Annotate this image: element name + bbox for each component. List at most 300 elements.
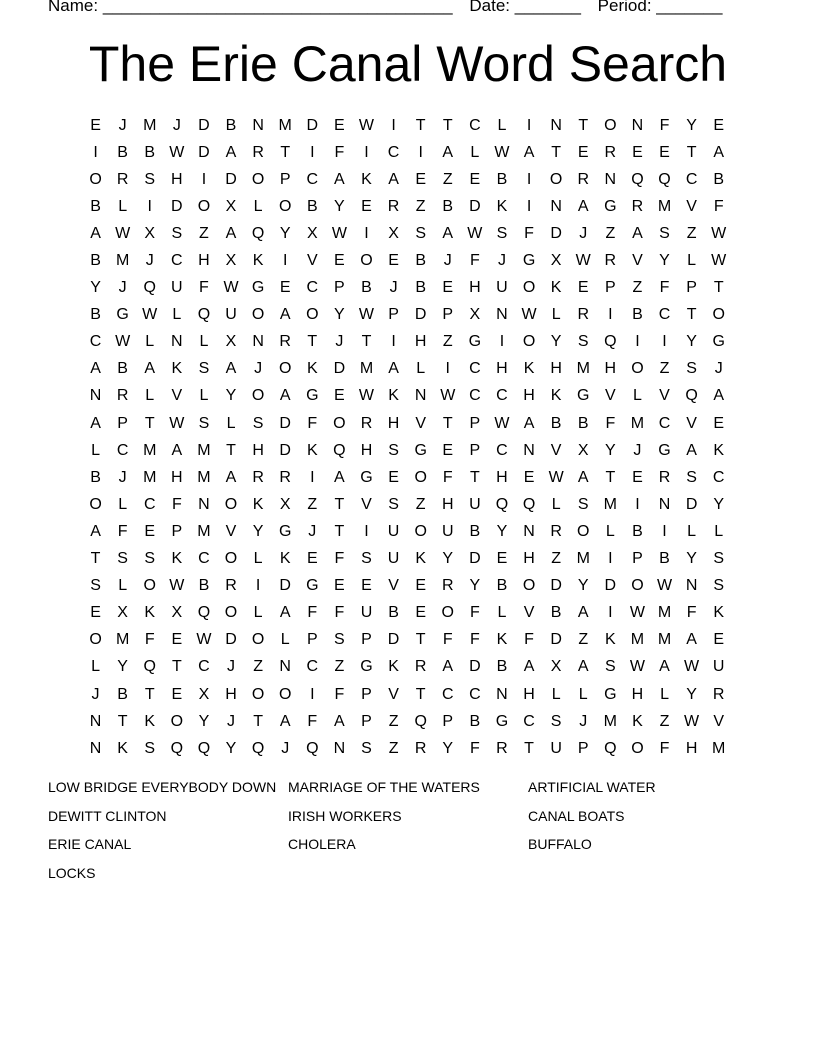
grid-letter[interactable]: Q <box>604 739 617 757</box>
grid-letter[interactable]: O <box>251 631 265 649</box>
grid-letter[interactable]: K <box>550 387 562 405</box>
grid-letter[interactable]: M <box>657 631 672 649</box>
grid-letter[interactable]: B <box>550 604 562 622</box>
grid-letter[interactable]: T <box>415 116 426 134</box>
grid-letter[interactable]: Q <box>306 739 319 757</box>
grid-letter[interactable]: N <box>550 197 562 215</box>
grid-letter[interactable]: J <box>254 360 263 378</box>
grid-letter[interactable]: T <box>117 712 128 730</box>
grid-letter[interactable]: J <box>714 360 723 378</box>
grid-letter[interactable]: S <box>361 550 372 568</box>
grid-letter[interactable]: P <box>632 550 643 568</box>
grid-letter[interactable]: X <box>550 658 562 676</box>
grid-letter[interactable]: F <box>171 495 182 513</box>
grid-letter[interactable]: O <box>224 604 238 622</box>
grid-letter[interactable]: D <box>387 631 400 649</box>
grid-letter[interactable]: V <box>171 387 183 405</box>
grid-letter[interactable]: G <box>360 658 373 676</box>
grid-letter[interactable]: W <box>656 577 673 595</box>
grid-letter[interactable]: D <box>469 658 481 676</box>
grid-letter[interactable]: L <box>551 306 561 324</box>
grid-letter[interactable]: X <box>171 604 183 622</box>
grid-letter[interactable]: O <box>604 116 617 134</box>
grid-letter[interactable]: T <box>253 712 263 730</box>
grid-letter[interactable]: D <box>469 550 481 568</box>
grid-letter[interactable]: V <box>686 414 697 432</box>
grid-letter[interactable]: Q <box>143 279 156 297</box>
grid-letter[interactable]: Z <box>199 224 209 242</box>
grid-letter[interactable]: F <box>117 522 128 540</box>
grid-letter[interactable]: G <box>604 197 617 215</box>
grid-letter[interactable]: T <box>442 414 453 432</box>
grid-letter[interactable]: W <box>711 252 727 270</box>
grid-letter[interactable]: R <box>116 170 129 188</box>
grid-letter[interactable]: O <box>522 279 536 297</box>
grid-letter[interactable]: R <box>577 170 590 188</box>
grid-letter[interactable]: K <box>252 252 264 270</box>
grid-letter[interactable]: A <box>90 522 101 540</box>
grid-letter[interactable]: H <box>523 550 535 568</box>
grid-letter[interactable]: H <box>496 468 508 486</box>
grid-letter[interactable]: E <box>415 604 426 622</box>
grid-letter[interactable]: I <box>391 116 396 134</box>
grid-letter[interactable]: I <box>499 333 505 351</box>
grid-letter[interactable]: T <box>415 631 426 649</box>
grid-letter[interactable]: C <box>116 441 129 459</box>
grid-letter[interactable]: Y <box>442 739 454 757</box>
grid-letter[interactable]: L <box>280 631 290 649</box>
grid-letter[interactable]: L <box>660 685 669 703</box>
grid-letter[interactable]: L <box>497 116 507 134</box>
grid-letter[interactable]: W <box>521 306 537 324</box>
grid-letter[interactable]: R <box>252 468 264 486</box>
grid-letter[interactable]: X <box>144 224 156 242</box>
grid-letter[interactable]: T <box>307 333 318 351</box>
grid-letter[interactable]: C <box>658 306 671 324</box>
grid-letter[interactable]: C <box>387 143 400 161</box>
grid-letter[interactable]: C <box>523 712 535 730</box>
grid-letter[interactable]: B <box>90 252 101 270</box>
grid-letter[interactable]: W <box>494 143 510 161</box>
grid-letter[interactable]: M <box>657 604 672 622</box>
grid-letter[interactable]: Y <box>604 441 616 459</box>
grid-letter[interactable]: H <box>550 360 562 378</box>
grid-letter[interactable]: A <box>523 658 535 676</box>
grid-letter[interactable]: K <box>388 387 399 405</box>
grid-letter[interactable]: E <box>279 279 291 297</box>
grid-letter[interactable]: S <box>144 170 156 188</box>
grid-letter[interactable]: D <box>225 631 237 649</box>
grid-letter[interactable]: M <box>657 197 672 215</box>
grid-letter[interactable]: P <box>577 739 589 757</box>
grid-letter[interactable]: K <box>306 441 318 459</box>
grid-letter[interactable]: W <box>358 387 375 405</box>
grid-letter[interactable]: N <box>631 116 644 134</box>
grid-letter[interactable]: D <box>333 360 346 378</box>
grid-letter[interactable]: H <box>171 468 183 486</box>
grid-letter[interactable]: Y <box>577 577 589 595</box>
grid-letter[interactable]: O <box>414 468 427 486</box>
grid-letter[interactable]: U <box>496 279 508 297</box>
grid-letter[interactable]: Z <box>659 712 670 730</box>
grid-letter[interactable]: H <box>414 333 427 351</box>
grid-letter[interactable]: F <box>334 550 345 568</box>
grid-letter[interactable]: O <box>522 577 536 595</box>
grid-letter[interactable]: W <box>223 279 239 297</box>
grid-letter[interactable]: O <box>278 360 292 378</box>
grid-letter[interactable]: W <box>358 116 375 134</box>
period-field[interactable] <box>598 0 723 16</box>
grid-letter[interactable]: K <box>604 631 616 649</box>
grid-letter[interactable]: N <box>658 495 671 513</box>
grid-letter[interactable]: Q <box>604 333 617 351</box>
grid-letter[interactable]: H <box>225 685 237 703</box>
grid-letter[interactable]: I <box>310 468 315 486</box>
grid-letter[interactable]: M <box>143 441 157 459</box>
grid-letter[interactable]: C <box>496 441 508 459</box>
grid-letter[interactable]: I <box>310 143 315 161</box>
grid-letter[interactable]: H <box>441 495 454 513</box>
grid-letter[interactable]: B <box>442 197 454 215</box>
grid-letter[interactable]: K <box>144 604 156 622</box>
grid-letter[interactable]: Z <box>388 739 399 757</box>
grid-letter[interactable]: W <box>684 712 700 730</box>
grid-letter[interactable]: H <box>469 279 481 297</box>
grid-letter[interactable]: E <box>713 631 725 649</box>
grid-letter[interactable]: K <box>361 170 372 188</box>
grid-letter[interactable]: Y <box>279 224 291 242</box>
grid-letter[interactable]: R <box>658 468 671 486</box>
grid-letter[interactable]: W <box>358 306 375 324</box>
grid-letter[interactable]: V <box>550 441 562 459</box>
grid-letter[interactable]: O <box>414 522 427 540</box>
grid-letter[interactable]: G <box>360 468 373 486</box>
grid-letter[interactable]: L <box>578 685 588 703</box>
grid-letter[interactable]: L <box>253 604 263 622</box>
grid-letter[interactable]: E <box>496 550 508 568</box>
date-field[interactable] <box>469 0 581 16</box>
grid-letter[interactable]: Z <box>578 631 589 649</box>
grid-letter[interactable]: E <box>361 577 372 595</box>
grid-letter[interactable]: J <box>335 333 344 351</box>
grid-letter[interactable]: T <box>334 495 345 513</box>
grid-letter[interactable]: O <box>89 170 102 188</box>
grid-letter[interactable]: Y <box>198 712 210 730</box>
grid-letter[interactable]: N <box>89 712 102 730</box>
grid-letter[interactable]: C <box>143 495 156 513</box>
grid-letter[interactable]: D <box>550 631 562 649</box>
grid-letter[interactable]: B <box>90 468 101 486</box>
grid-letter[interactable]: N <box>252 333 264 351</box>
grid-letter[interactable]: V <box>659 387 670 405</box>
grid-letter[interactable]: A <box>632 224 643 242</box>
grid-letter[interactable]: H <box>171 170 183 188</box>
grid-letter[interactable]: K <box>279 550 291 568</box>
grid-letter[interactable]: T <box>280 143 291 161</box>
grid-letter[interactable]: O <box>577 522 590 540</box>
grid-letter[interactable]: I <box>635 495 640 513</box>
grid-letter[interactable]: W <box>196 631 212 649</box>
grid-letter[interactable]: T <box>226 441 236 459</box>
grid-letter[interactable]: W <box>629 658 645 676</box>
grid-letter[interactable]: J <box>227 658 236 676</box>
grid-letter[interactable]: Y <box>550 333 562 351</box>
grid-letter[interactable]: M <box>603 495 617 513</box>
grid-letter[interactable]: A <box>713 387 725 405</box>
grid-letter[interactable]: L <box>551 495 561 513</box>
grid-letter[interactable]: B <box>90 197 101 215</box>
grid-letter[interactable]: W <box>494 414 510 432</box>
grid-letter[interactable]: P <box>117 414 128 432</box>
grid-letter[interactable]: L <box>497 604 507 622</box>
grid-letter[interactable]: Q <box>333 441 346 459</box>
grid-letter[interactable]: P <box>686 279 697 297</box>
grid-letter[interactable]: F <box>469 252 480 270</box>
grid-letter[interactable]: F <box>334 685 345 703</box>
grid-letter[interactable]: S <box>361 739 372 757</box>
grid-letter[interactable]: R <box>387 197 400 215</box>
grid-letter[interactable]: Y <box>496 522 508 540</box>
grid-letter[interactable]: O <box>522 333 536 351</box>
grid-letter[interactable]: F <box>659 116 670 134</box>
grid-letter[interactable]: S <box>334 631 345 649</box>
grid-letter[interactable]: Q <box>658 170 671 188</box>
grid-letter[interactable]: Y <box>659 252 670 270</box>
grid-letter[interactable]: U <box>469 495 481 513</box>
grid-letter[interactable]: O <box>224 550 238 568</box>
grid-letter[interactable]: D <box>225 170 237 188</box>
grid-letter[interactable]: E <box>388 468 399 486</box>
grid-letter[interactable]: R <box>604 252 617 270</box>
grid-letter[interactable]: R <box>414 739 427 757</box>
grid-letter[interactable]: Y <box>713 495 725 513</box>
grid-letter[interactable]: K <box>144 712 156 730</box>
grid-letter[interactable]: L <box>199 333 209 351</box>
grid-letter[interactable]: C <box>469 685 481 703</box>
grid-letter[interactable]: H <box>198 252 210 270</box>
grid-letter[interactable]: J <box>172 116 181 134</box>
grid-letter[interactable]: A <box>90 224 101 242</box>
grid-letter[interactable]: A <box>686 441 697 459</box>
grid-letter[interactable]: O <box>333 414 346 432</box>
grid-letter[interactable]: Q <box>522 495 536 513</box>
grid-letter[interactable]: M <box>115 252 130 270</box>
grid-letter[interactable]: B <box>90 306 101 324</box>
grid-letter[interactable]: S <box>496 224 508 242</box>
grid-letter[interactable]: I <box>445 360 450 378</box>
grid-letter[interactable]: C <box>712 468 725 486</box>
grid-letter[interactable]: E <box>632 143 643 161</box>
grid-letter[interactable]: T <box>713 279 724 297</box>
grid-letter[interactable]: G <box>712 333 725 351</box>
grid-letter[interactable]: E <box>90 604 101 622</box>
grid-letter[interactable]: W <box>142 306 158 324</box>
grid-letter[interactable]: S <box>144 550 156 568</box>
grid-letter[interactable]: F <box>199 279 209 297</box>
grid-letter[interactable]: G <box>278 522 292 540</box>
grid-letter[interactable]: D <box>550 577 562 595</box>
grid-letter[interactable]: D <box>604 577 617 595</box>
grid-letter[interactable]: Z <box>442 333 453 351</box>
grid-letter[interactable]: X <box>225 333 237 351</box>
grid-letter[interactable]: P <box>361 631 372 649</box>
grid-letter[interactable]: B <box>659 550 670 568</box>
grid-letter[interactable]: C <box>198 550 210 568</box>
grid-letter[interactable]: B <box>144 143 156 161</box>
grid-letter[interactable]: A <box>334 170 345 188</box>
grid-letter[interactable]: A <box>279 387 291 405</box>
grid-letter[interactable]: G <box>522 252 536 270</box>
grid-letter[interactable]: S <box>198 360 210 378</box>
grid-letter[interactable]: A <box>225 468 237 486</box>
grid-letter[interactable]: V <box>388 685 399 703</box>
grid-letter[interactable]: J <box>118 279 127 297</box>
grid-letter[interactable]: Q <box>170 739 184 757</box>
grid-letter[interactable]: F <box>659 279 670 297</box>
grid-letter[interactable]: O <box>251 306 265 324</box>
grid-letter[interactable]: T <box>524 739 534 757</box>
grid-letter[interactable]: P <box>442 306 454 324</box>
grid-letter[interactable]: C <box>171 252 183 270</box>
grid-letter[interactable]: T <box>415 685 426 703</box>
grid-letter[interactable]: Y <box>686 550 697 568</box>
grid-letter[interactable]: B <box>117 360 128 378</box>
grid-letter[interactable]: W <box>440 387 456 405</box>
grid-letter[interactable]: B <box>361 279 372 297</box>
grid-letter[interactable]: O <box>712 306 725 324</box>
grid-letter[interactable]: E <box>577 279 589 297</box>
grid-letter[interactable]: G <box>251 279 265 297</box>
grid-letter[interactable]: N <box>523 522 535 540</box>
grid-letter[interactable]: P <box>361 712 372 730</box>
grid-letter[interactable]: O <box>251 170 265 188</box>
grid-letter[interactable]: T <box>469 468 480 486</box>
grid-letter[interactable]: U <box>360 604 373 622</box>
grid-letter[interactable]: K <box>117 739 128 757</box>
grid-letter[interactable]: K <box>496 631 508 649</box>
grid-letter[interactable]: T <box>578 116 589 134</box>
grid-letter[interactable]: J <box>389 279 398 297</box>
grid-letter[interactable]: A <box>577 197 589 215</box>
grid-letter[interactable]: T <box>144 414 155 432</box>
grid-letter[interactable]: W <box>169 143 185 161</box>
grid-letter[interactable]: M <box>197 468 211 486</box>
grid-letter[interactable]: J <box>227 712 236 730</box>
grid-letter[interactable]: N <box>414 387 427 405</box>
grid-letter[interactable]: F <box>713 197 724 215</box>
grid-letter[interactable]: B <box>198 577 210 595</box>
grid-letter[interactable]: F <box>442 468 453 486</box>
grid-letter[interactable]: E <box>632 468 643 486</box>
grid-letter[interactable]: C <box>306 658 319 676</box>
grid-letter[interactable]: B <box>496 170 508 188</box>
grid-letter[interactable]: W <box>548 468 564 486</box>
grid-letter[interactable]: G <box>604 685 617 703</box>
grid-letter[interactable]: Y <box>334 197 345 215</box>
grid-letter[interactable]: W <box>115 333 131 351</box>
grid-letter[interactable]: I <box>147 197 152 215</box>
grid-letter[interactable]: M <box>630 414 645 432</box>
grid-letter[interactable]: C <box>89 333 102 351</box>
grid-letter[interactable]: D <box>550 224 562 242</box>
grid-letter[interactable]: R <box>496 739 508 757</box>
grid-letter[interactable]: E <box>388 252 399 270</box>
grid-letter[interactable]: H <box>631 685 644 703</box>
grid-letter[interactable]: Z <box>442 170 453 188</box>
grid-letter[interactable]: Y <box>225 387 237 405</box>
grid-letter[interactable]: G <box>495 712 509 730</box>
grid-letter[interactable]: X <box>225 252 237 270</box>
grid-letter[interactable]: I <box>364 224 369 242</box>
grid-letter[interactable]: L <box>91 658 100 676</box>
grid-letter[interactable]: J <box>145 252 154 270</box>
grid-letter[interactable]: S <box>252 414 264 432</box>
grid-letter[interactable]: T <box>442 116 453 134</box>
grid-letter[interactable]: N <box>496 306 508 324</box>
grid-letter[interactable]: S <box>144 739 156 757</box>
grid-letter[interactable]: J <box>281 739 290 757</box>
grid-letter[interactable]: L <box>632 387 642 405</box>
grid-letter[interactable]: Y <box>252 522 264 540</box>
grid-letter[interactable]: R <box>550 522 562 540</box>
grid-letter[interactable]: H <box>685 739 698 757</box>
grid-letter[interactable]: N <box>279 658 291 676</box>
grid-letter[interactable]: Q <box>251 224 265 242</box>
grid-letter[interactable]: D <box>306 116 319 134</box>
grid-letter[interactable]: L <box>91 441 100 459</box>
grid-letter[interactable]: A <box>388 360 399 378</box>
grid-letter[interactable]: U <box>550 739 562 757</box>
grid-letter[interactable]: O <box>360 252 373 270</box>
grid-letter[interactable]: A <box>334 468 345 486</box>
grid-letter[interactable]: B <box>469 522 481 540</box>
grid-letter[interactable]: K <box>171 360 183 378</box>
grid-letter[interactable]: F <box>307 604 318 622</box>
grid-letter[interactable]: J <box>443 252 452 270</box>
grid-letter[interactable]: K <box>171 550 183 568</box>
grid-letter[interactable]: H <box>496 360 508 378</box>
grid-letter[interactable]: J <box>308 522 317 540</box>
grid-letter[interactable]: A <box>279 306 291 324</box>
grid-letter[interactable]: T <box>551 143 562 161</box>
grid-letter[interactable]: P <box>279 170 291 188</box>
grid-letter[interactable]: K <box>632 712 643 730</box>
grid-letter[interactable]: F <box>469 739 480 757</box>
grid-letter[interactable]: G <box>306 387 319 405</box>
grid-letter[interactable]: M <box>143 468 157 486</box>
grid-letter[interactable]: I <box>93 143 98 161</box>
grid-letter[interactable]: Z <box>605 224 616 242</box>
grid-letter[interactable]: X <box>225 197 237 215</box>
grid-letter[interactable]: V <box>523 604 535 622</box>
grid-letter[interactable]: L <box>172 306 182 324</box>
grid-letter[interactable]: E <box>144 522 156 540</box>
grid-letter[interactable]: Y <box>117 658 128 676</box>
grid-letter[interactable]: L <box>470 143 480 161</box>
grid-letter[interactable]: B <box>117 685 128 703</box>
grid-letter[interactable]: U <box>441 522 454 540</box>
name-blank[interactable]: _____________________________________ <box>102 0 453 15</box>
grid-letter[interactable]: Z <box>307 495 318 513</box>
grid-letter[interactable]: E <box>334 116 345 134</box>
grid-letter[interactable]: Z <box>659 360 670 378</box>
grid-letter[interactable]: J <box>497 252 506 270</box>
grid-letter[interactable]: S <box>604 658 616 676</box>
grid-letter[interactable]: N <box>523 441 535 459</box>
grid-letter[interactable]: I <box>608 604 613 622</box>
grid-letter[interactable]: O <box>278 685 292 703</box>
grid-letter[interactable]: D <box>414 306 427 324</box>
